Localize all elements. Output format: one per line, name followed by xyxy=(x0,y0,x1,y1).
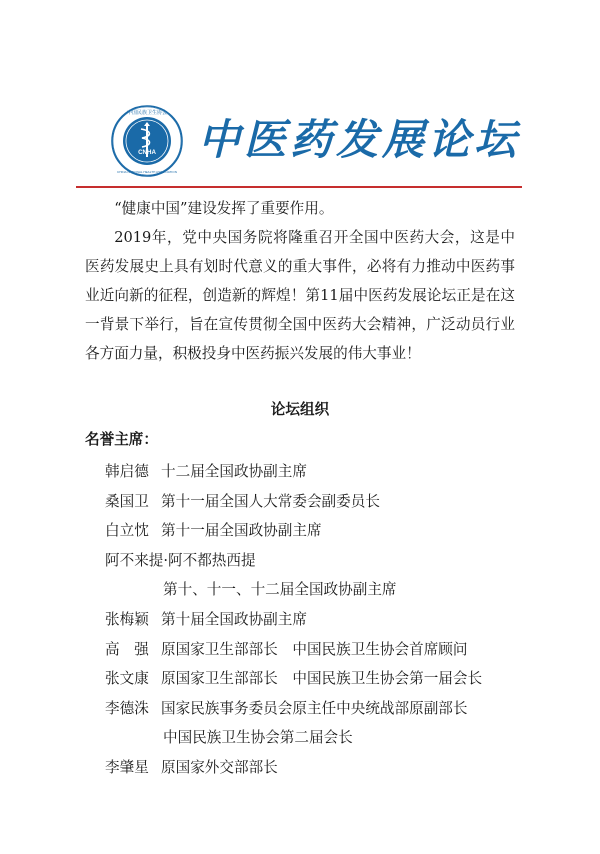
list-item xyxy=(105,605,545,635)
document-header xyxy=(0,95,600,185)
list-item xyxy=(105,694,545,724)
person-name: 阿不来提·阿不都热西提 xyxy=(105,551,256,569)
person-position: 第十一届全国人大常委会副委员长 xyxy=(161,492,380,510)
list-item xyxy=(105,457,545,487)
masthead-title: 中医药发展论坛 xyxy=(198,115,521,164)
list-item xyxy=(105,664,545,694)
list-item xyxy=(105,546,545,576)
list-item-continuation xyxy=(105,723,545,753)
person-name: 桑国卫 xyxy=(105,492,149,510)
list-item xyxy=(105,516,545,546)
person-name: 张梅颖 xyxy=(105,610,149,628)
logo-abbr: CNHA xyxy=(138,149,156,156)
person-position: 第十一届全国政协副主席 xyxy=(161,522,322,540)
list-item xyxy=(105,753,545,783)
person-position: 中国民族卫生协会第二届会长 xyxy=(163,729,353,747)
person-position: 第十届全国政协副主席 xyxy=(161,610,307,628)
person-name: 张文康 xyxy=(105,670,149,688)
list-item xyxy=(105,487,545,517)
body-text xyxy=(85,194,515,368)
honorary-chair-list xyxy=(105,457,545,783)
honorary-chair-label: 名誉主席： xyxy=(85,431,158,448)
person-name: 李德洙 xyxy=(105,699,149,717)
person-name: 白立忱 xyxy=(105,522,149,540)
paragraph-1: “健康中国”建设发挥了重要作用。 xyxy=(114,200,334,217)
section-title: 论坛组织 xyxy=(270,401,330,418)
person-position: 原国家外交部部长 xyxy=(161,758,278,776)
list-item xyxy=(105,635,545,665)
person-position: 原国家卫生部部长 中国民族卫生协会第一届会长 xyxy=(161,670,483,688)
header-divider xyxy=(76,186,522,188)
person-position: 原国家卫生部部长 中国民族卫生协会首席顾问 xyxy=(161,640,468,658)
paragraph-2: 2019年，党中央国务院将隆重召开全国中医药大会，这是中医药发展史上具有划时代意义的重大事件，必将有力推动中医药事业近向新的征程，创造新的辉煌！第11届中医药发展论坛正是在这一背景下举行，旨在宣传贯彻全国中医药大会精神，广泛动员行业各方面力量，积极投身中医药振兴发展的伟大事业！ xyxy=(85,229,515,362)
person-position: 国家民族事务委员会原主任中央统战部原副部长 xyxy=(161,699,468,717)
person-name: 高 强 xyxy=(105,640,149,658)
person-name: 韩启德 xyxy=(105,463,149,480)
list-item-continuation xyxy=(105,575,545,605)
logo-text-en: CHINA NATIONAL HEALTH ASSOCIATION xyxy=(117,170,177,174)
cnha-logo-icon xyxy=(111,105,183,177)
person-name: 李肇星 xyxy=(105,758,149,776)
person-position: 十二届全国政协副主席 xyxy=(161,463,307,480)
person-position: 第十、十一、十二届全国政协副主席 xyxy=(163,581,397,599)
logo-text-cn: 中国民族卫生协会 xyxy=(126,110,168,116)
